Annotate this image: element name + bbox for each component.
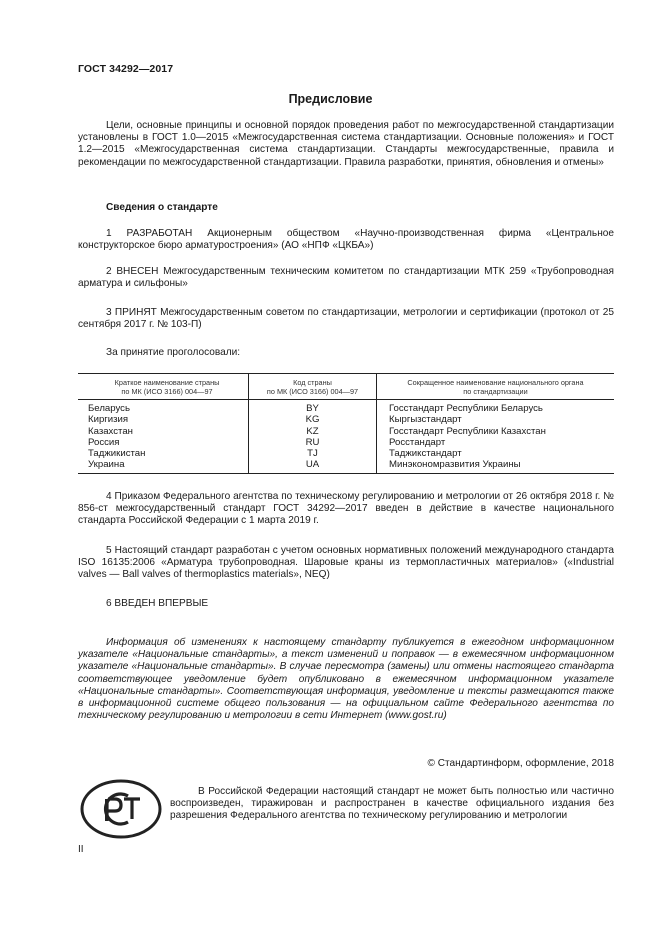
- table-row: [78, 414, 614, 425]
- country-cell: Казахстан: [88, 425, 133, 437]
- table-row: [78, 400, 614, 415]
- item-4-order: 4 Приказом Федерального агентства по техническому регулированию и метрологии от 26 октября 2018 г. № 856-ст межгосударственный стандарт ГОСТ 34292—2017 введен в действие в качестве национального стандарта Российской Федерации с 1 марта 2019 г.: [78, 491, 614, 527]
- table-header-row: [78, 374, 614, 400]
- page-number: II: [78, 844, 84, 855]
- code-cell: RU: [249, 437, 377, 448]
- code-cell: UA: [249, 459, 377, 473]
- organization-cell: Госстандарт Республики Казахстан: [377, 426, 615, 437]
- country-cell: Таджикистан: [88, 448, 146, 460]
- changes-information-notice: Информация об изменениях к настоящему стандарту публикуется в ежегодном информационном указателе «Национальные стандарты», а текст изменений и поправок — в ежемесячном информационном указателе «Национальные стандарты». В случае пересмотра (замены) или отмены настоящего стандарта соответствующее уведомление будет опубликовано в ежемесячном информационном указателе «Национальные стандарты». Соответствующая информация, уведомление и тексты размещаются также в информационной системе общего пользования — на официальном сайте Федерального агентства по техническому регулированию и метрологии в сети Интернет (www.gost.ru): [78, 637, 614, 722]
- column-header-code: Код страны по МК (ИСО 3166) 004—97: [249, 374, 377, 400]
- country-cell: Украина: [78, 459, 249, 473]
- code-cell: KG: [249, 414, 377, 425]
- item-1-developed: 1 РАЗРАБОТАН Акционерным обществом «Научно-производственная фирма «Центральное конструкторское бюро арматуростроения» (АО «НПФ «ЦКБА»): [78, 228, 614, 252]
- country-cell: Киргизия: [88, 414, 129, 426]
- item-6-first-introduced: 6 ВВЕДЕН ВПЕРВЫЕ: [106, 598, 209, 609]
- intro-paragraph: Цели, основные принципы и основной порядок проведения работ по межгосударственной стандартизации установлены в ГОСТ 1.0—2015 «Межгосударственная система стандартизации. Основные положения» и ГОСТ 1.2—2015 «Межгосударственная система стандартизации. Стандарты межгосударственные, правила и рекомендации по межгосударственной стандартизации. Правила разработки, принятия, обновления и отмены»: [78, 120, 614, 168]
- table-row: [78, 437, 614, 448]
- document-number-header: ГОСТ 34292—2017: [78, 63, 174, 75]
- column-header-organization: Сокращенное наименование национального органа по стандартизации: [377, 374, 615, 400]
- item-2-introduced: 2 ВНЕСЕН Межгосударственным техническим комитетом по стандартизации МТК 259 «Трубопроводная арматура и сильфоны»: [78, 266, 614, 290]
- country-cell: Россия: [88, 436, 120, 448]
- reproduction-rights-notice: В Российской Федерации настоящий стандарт не может быть полностью или частично воспроизведен, тиражирован и распространен в качестве официального издания без разрешения Федерального агентства по техническому регулированию и метрологии: [170, 786, 614, 822]
- copyright-line: © Стандартинформ, оформление, 2018: [427, 758, 614, 769]
- organization-cell: Росстандарт: [377, 437, 615, 448]
- item-5-iso-basis: 5 Настоящий стандарт разработан с учетом основных нормативных положений международного стандарта ISO 16135:2006 «Арматура трубопроводная. Шаровые краны из термопластичных материалов» («Industrial valves — Ball valves of thermoplastics materials», NEQ): [78, 545, 614, 581]
- page-title: Предисловие: [288, 92, 373, 106]
- table-row: [78, 459, 614, 473]
- organization-cell: Минэкономразвития Украины: [377, 459, 615, 473]
- organization-cell: Кыргызстандарт: [377, 414, 615, 425]
- rst-certification-mark-icon: [80, 779, 162, 839]
- code-cell: KZ: [249, 426, 377, 437]
- organization-cell: Таджикстандарт: [377, 448, 615, 459]
- table-row: [78, 448, 614, 459]
- country-cell: Беларусь: [88, 403, 130, 414]
- code-cell: BY: [249, 400, 377, 415]
- column-header-country: Краткое наименование страны по МК (ИСО 3166) 004—97: [78, 374, 249, 400]
- organization-cell: Госстандарт Республики Беларусь: [377, 400, 615, 415]
- item-3-adopted: 3 ПРИНЯТ Межгосударственным советом по стандартизации, метрологии и сертификации (протокол от 25 сентября 2017 г. № 103-П): [78, 307, 614, 331]
- voted-label: За принятие проголосовали:: [106, 347, 241, 358]
- code-cell: TJ: [249, 448, 377, 459]
- info-heading: Сведения о стандарте: [106, 202, 218, 213]
- voting-countries-table: [78, 373, 614, 474]
- table-row: [78, 426, 614, 437]
